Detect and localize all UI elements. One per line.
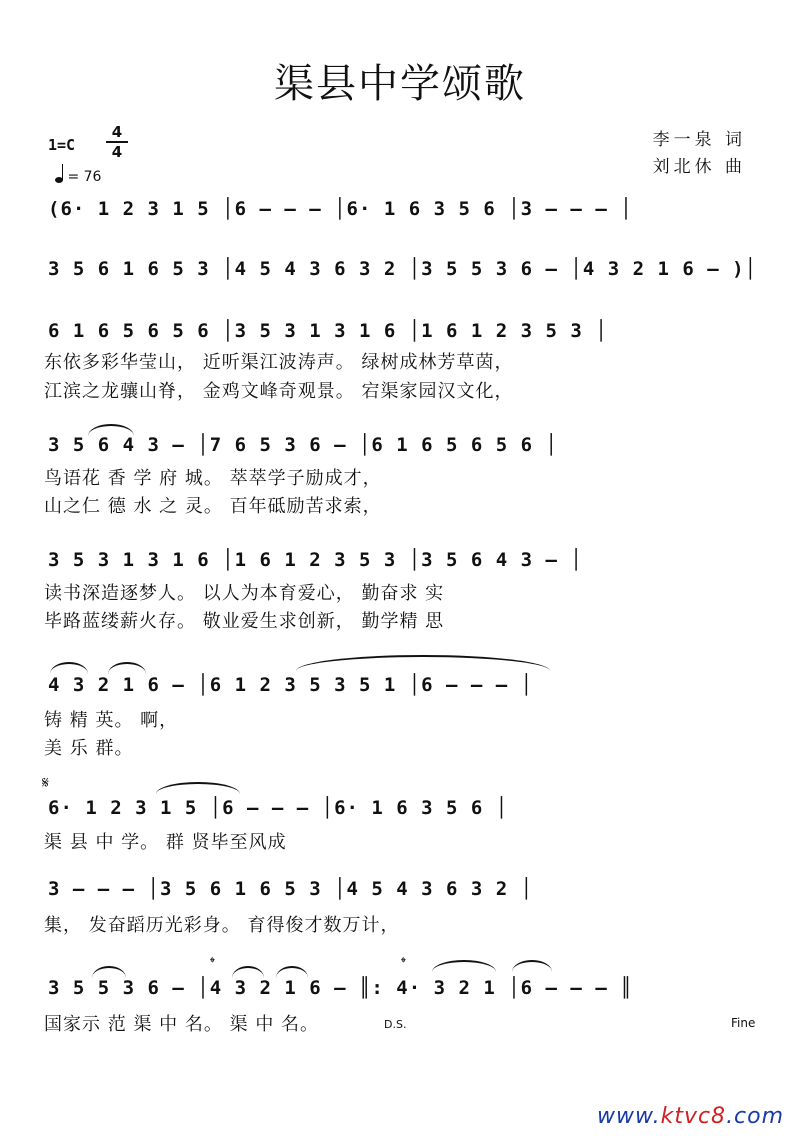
tempo-value: = 76 bbox=[67, 169, 102, 185]
score-line-8 bbox=[40, 878, 760, 912]
score-line-2 bbox=[40, 258, 760, 292]
notation-line: 3 5 3 1 3 1 6 │1 6 1 2 3 5 3 │3 5 6 4 3 – │ bbox=[48, 549, 583, 571]
lyricist: 李一泉 词 bbox=[652, 130, 746, 150]
notation-line: 6· 1 2 3 1 5 │6 – – – │6· 1 6 3 5 6 │ bbox=[48, 797, 509, 819]
tempo-marking bbox=[55, 169, 101, 185]
lyric-verse-1: 铸 精 英。 啊， bbox=[44, 710, 179, 731]
score-line-7 bbox=[40, 797, 760, 831]
lyric-verse-1: 读书深造逐梦人。 以人为本育爱心， 勤奋求 实 bbox=[44, 583, 445, 604]
slur-mark bbox=[50, 662, 88, 674]
fine-marker: Fine bbox=[731, 1016, 756, 1030]
notation-line: 4 3 2 1 6 – │6 1 2 3 5 3 5 1 │6 – – – │ bbox=[48, 674, 534, 696]
slur-mark bbox=[108, 662, 146, 674]
lyric-verse-1: 鸟语花 香 学 府 城。 萃萃学子励成才， bbox=[44, 468, 382, 489]
dal-segno-marker: D.S. bbox=[384, 1018, 407, 1031]
notation-line: 3 5 6 1 6 5 3 │4 5 4 3 6 3 2 │3 5 5 3 6 – │4 3 2 1 6 – )│ bbox=[48, 258, 758, 280]
quarter-note-icon bbox=[55, 177, 63, 183]
slur-mark bbox=[296, 655, 550, 671]
slur-mark bbox=[432, 960, 496, 972]
coda-icon: 𝄌 bbox=[210, 955, 215, 971]
score-line-4 bbox=[40, 434, 760, 468]
lyric-verse-2: 毕路蓝缕薪火存。 敬业爱生求创新， 勤学精 思 bbox=[44, 611, 445, 632]
slur-mark bbox=[156, 782, 240, 794]
score-line-5 bbox=[40, 549, 760, 583]
composer: 刘北休 曲 bbox=[652, 157, 746, 177]
lyric-verse-2: 山之仁 德 水 之 灵。 百年砥励苦求索， bbox=[44, 496, 382, 517]
page-title: 渠县中学颂歌 bbox=[274, 61, 526, 107]
notation-line: 3 5 5 3 6 – │4 3 2 1 6 – ║: 4· 3 2 1 │6 – – – ║ bbox=[48, 977, 633, 999]
meter-top: 4 bbox=[111, 123, 123, 141]
watermark-prefix: www. bbox=[597, 1104, 661, 1129]
meter-bottom: 4 bbox=[111, 143, 123, 161]
score-line-6 bbox=[40, 674, 760, 708]
segno-icon: 𝄋 bbox=[42, 773, 49, 792]
score-line-1 bbox=[40, 198, 760, 232]
slur-mark bbox=[512, 960, 552, 972]
key-signature: 1=C bbox=[48, 136, 76, 154]
time-signature bbox=[106, 124, 128, 160]
notation-line: 3 – – – │3 5 6 1 6 5 3 │4 5 4 3 6 3 2 │ bbox=[48, 878, 534, 900]
notation-line: (6· 1 2 3 1 5 │6 – – – │6· 1 6 3 5 6 │3 – – – │ bbox=[48, 198, 633, 220]
lyric-chorus: 国家示 范 渠 中 名。 渠 中 名。 bbox=[44, 1014, 320, 1035]
lyric-verse-2: 美 乐 群。 bbox=[44, 738, 134, 759]
score-line-9 bbox=[40, 977, 760, 1011]
lyric-verse-2: 江滨之龙骧山脊， 金鸡文峰奇观景。 宕渠家园汉文化， bbox=[44, 381, 514, 402]
site-watermark bbox=[597, 1104, 784, 1129]
watermark-suffix: .com bbox=[726, 1104, 785, 1129]
watermark-brand: ktvc8 bbox=[660, 1104, 727, 1129]
lyric-chorus: 集， 发奋蹈历光彩身。 育得俊才数万计， bbox=[44, 915, 400, 936]
lyric-chorus: 渠 县 中 学。 群 贤毕至风成 bbox=[44, 832, 287, 853]
coda-icon: 𝄌 bbox=[401, 955, 406, 971]
notation-line: 6 1 6 5 6 5 6 │3 5 3 1 3 1 6 │1 6 1 2 3 5 3 │ bbox=[48, 320, 608, 342]
notation-line: 3 5 6 4 3 – │7 6 5 3 6 – │6 1 6 5 6 5 6 │ bbox=[48, 434, 558, 456]
lyric-verse-1: 东依多彩华莹山， 近听渠江波涛声。 绿树成林芳草茵， bbox=[44, 352, 514, 373]
